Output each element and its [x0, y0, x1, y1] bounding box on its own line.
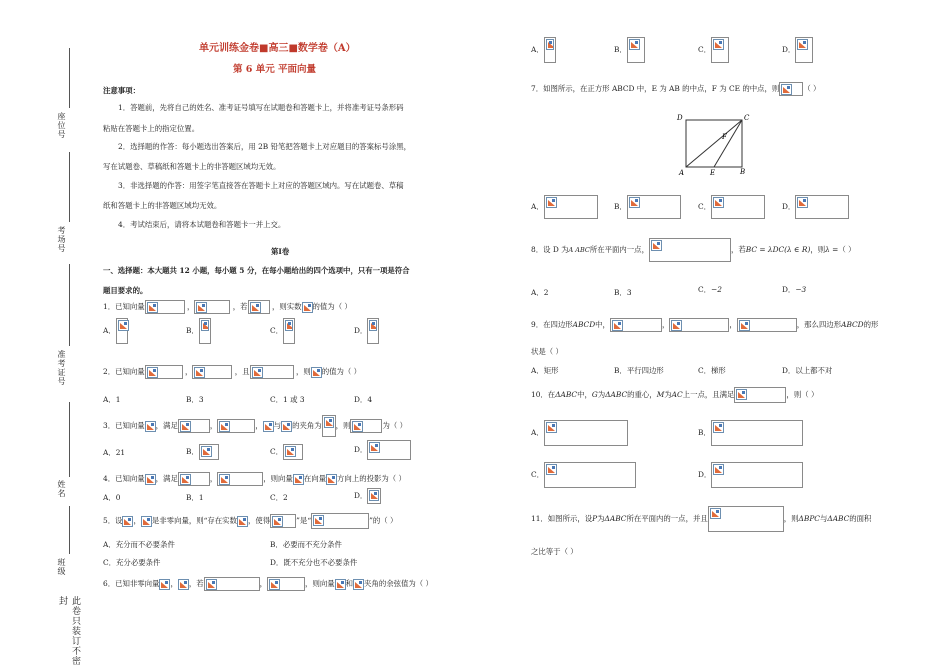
- vector-equation: BC = λDC(λ ∈ R): [745, 245, 811, 254]
- point-e-label: E: [710, 169, 716, 177]
- formula-icon: [118, 320, 129, 331]
- notice-line: 纸和答题卡上的非答题区域均无效。: [103, 201, 222, 210]
- formula-icon: [629, 39, 640, 50]
- formula-image: [627, 37, 645, 63]
- formula-icon: [369, 442, 380, 453]
- formula-image: [116, 318, 128, 344]
- formula-icon: [178, 579, 189, 590]
- formula-image: [544, 195, 598, 219]
- ticket-number-label: 准考证号: [57, 350, 66, 386]
- q10-option-b[interactable]: B．: [698, 420, 803, 446]
- formula-icon: [369, 320, 377, 331]
- point-d-label: D: [677, 114, 683, 122]
- q10-option-a[interactable]: A．: [531, 420, 628, 446]
- formula-image: [711, 462, 803, 488]
- formula-image: [178, 472, 210, 486]
- question-8: 8．设 D 为A ABC所在平面内一点， ，若BC = λDC(λ ∈ R)，则λ =（ ）: [531, 238, 856, 262]
- formula-icon: [739, 320, 750, 331]
- formula-image: [199, 444, 219, 460]
- formula-icon: [369, 490, 379, 501]
- formula-image: [217, 472, 263, 486]
- q7-option-a[interactable]: A．: [531, 195, 598, 219]
- formula-image: [192, 365, 232, 379]
- q7-option-b[interactable]: B．: [614, 195, 681, 219]
- formula-image: [711, 420, 803, 446]
- formula-icon: [141, 516, 152, 527]
- q5-option-a[interactable]: A．充分而不必要条件: [103, 540, 175, 549]
- formula-icon: [206, 579, 217, 590]
- formula-icon: [612, 320, 623, 331]
- formula-icon: [313, 515, 324, 526]
- question-2: 2．已知向量 ， ，且 ，则 的值为（ ）: [103, 365, 361, 379]
- section-title: 第Ⅰ卷: [271, 247, 290, 256]
- formula-image: [734, 387, 786, 403]
- q1-option-a[interactable]: A．: [103, 318, 128, 344]
- formula-icon: [145, 421, 156, 432]
- formula-icon: [263, 421, 274, 432]
- formula-icon: [546, 422, 557, 433]
- formula-icon: [713, 464, 724, 475]
- notice-line: 4．考试结束后，请将本试题卷和答题卡一并上交。: [118, 220, 286, 229]
- formula-icon: [196, 302, 207, 313]
- formula-image: [350, 419, 382, 433]
- q10-option-c[interactable]: C．: [531, 462, 636, 488]
- question-11-continued: 之比等于（ ）: [531, 547, 578, 556]
- notice-line: 2．选择题的作答：每小题选出答案后，用 2B 铅笔把答题卡上对应题目的答案标号涂黑，: [118, 142, 411, 151]
- formula-image: [283, 318, 295, 344]
- formula-image: [610, 318, 662, 332]
- formula-icon: [671, 320, 682, 331]
- formula-icon: [180, 421, 191, 432]
- q5-option-b[interactable]: B．必要而不充分条件: [270, 540, 342, 549]
- formula-icon: [781, 84, 792, 95]
- exam-room-label: 考场号: [57, 226, 66, 253]
- formula-icon: [352, 421, 363, 432]
- q3-option-c[interactable]: C．: [270, 444, 303, 460]
- formula-image: [145, 365, 183, 379]
- formula-icon: [651, 240, 662, 251]
- formula-image: [248, 300, 270, 314]
- formula-image: [544, 420, 628, 446]
- q3-option-a[interactable]: A．21: [103, 448, 126, 457]
- q7-option-c[interactable]: C．: [698, 195, 765, 219]
- section-instruction: 一、选择题：本大题共 12 小题，每小题 5 分，在每小题给出的四个选项中，只有一项是符合: [103, 266, 410, 275]
- formula-image: [795, 37, 813, 63]
- formula-icon: [201, 446, 212, 457]
- q8-option-c[interactable]: C．−2: [698, 285, 722, 294]
- question-3: 3．已知向量 ，满足 ， ， 与 的夹角为 ，则 为（ ）: [103, 415, 407, 437]
- q7-option-d[interactable]: D．: [782, 195, 849, 219]
- formula-image: [711, 195, 765, 219]
- q4-option-b[interactable]: B．1: [186, 493, 204, 502]
- formula-image: [178, 419, 210, 433]
- q6-option-b[interactable]: B．: [614, 37, 645, 63]
- formula-image: [250, 365, 294, 379]
- q2-option-d[interactable]: D．4: [354, 395, 373, 404]
- formula-icon: [713, 39, 724, 50]
- q9-option-d[interactable]: D．以上都不对: [782, 366, 833, 375]
- formula-icon: [353, 579, 364, 590]
- q1-option-c[interactable]: C．: [270, 318, 295, 344]
- formula-icon: [194, 367, 205, 378]
- formula-image: [367, 440, 411, 460]
- exam-title: 单元训练金卷■高三■数学卷（A）: [199, 43, 356, 54]
- name-label: 姓名: [57, 480, 66, 498]
- q5-option-c[interactable]: C．充分必要条件: [103, 558, 161, 567]
- q4-option-a[interactable]: A．0: [103, 493, 121, 502]
- seat-number-label: 座位号: [57, 112, 66, 139]
- formula-icon: [797, 197, 808, 208]
- formula-icon: [159, 579, 170, 590]
- formula-icon: [272, 516, 283, 527]
- formula-icon: [326, 474, 337, 485]
- formula-image: [649, 238, 731, 262]
- formula-icon: [302, 302, 313, 313]
- q10-option-d[interactable]: D．: [698, 462, 803, 488]
- formula-icon: [237, 516, 248, 527]
- q1-option-d[interactable]: D．: [354, 318, 379, 344]
- q2-option-b[interactable]: B．3: [186, 395, 204, 404]
- margin-line: [69, 402, 70, 477]
- formula-icon: [147, 302, 158, 313]
- formula-image: [199, 318, 211, 344]
- formula-image: [669, 318, 729, 332]
- formula-icon: [736, 389, 747, 400]
- formula-image: [795, 195, 849, 219]
- formula-icon: [629, 197, 640, 208]
- formula-icon: [546, 39, 554, 50]
- q4-option-c[interactable]: C．2: [270, 493, 288, 502]
- formula-image: [311, 513, 369, 529]
- formula-icon: [713, 422, 724, 433]
- q6-option-d[interactable]: D．: [782, 37, 813, 63]
- formula-icon: [219, 474, 230, 485]
- formula-icon: [335, 579, 346, 590]
- formula-image: [283, 444, 303, 460]
- q9-option-a[interactable]: A．矩形: [531, 366, 559, 375]
- formula-icon: [180, 474, 191, 485]
- formula-image: [779, 82, 803, 96]
- formula-image: [270, 514, 296, 528]
- formula-icon: [122, 516, 133, 527]
- q8-option-b[interactable]: B．3: [614, 288, 632, 297]
- question-1: 1．已知向量 ， ，若 ，则实数 的值为（ ）: [103, 300, 352, 314]
- question-7: 7．如图所示，在正方形 ABCD 中，E 为 AB 的中点，F 为 CE 的中点，则 （ ）: [531, 82, 820, 96]
- formula-icon: [285, 320, 293, 331]
- q1-option-b[interactable]: B．: [186, 318, 211, 344]
- question-4: 4．已知向量 ，满足 ， ，则向量 在向量 方向上的投影为（ ）: [103, 472, 406, 486]
- formula-icon: [281, 421, 292, 432]
- formula-image: [145, 300, 185, 314]
- formula-icon: [252, 367, 263, 378]
- formula-icon: [311, 367, 322, 378]
- formula-image: [367, 488, 381, 504]
- formula-image: [708, 506, 784, 532]
- margin-line: [69, 48, 70, 108]
- formula-icon: [797, 39, 808, 50]
- formula-image: [544, 37, 556, 63]
- question-11: 11．如图所示，设P为ΔABC所在平面内的一点，并且 ，则ΔBPC与ΔABC的面积: [531, 506, 871, 532]
- section-instruction: 题目要求的。: [103, 286, 148, 295]
- notice-line: 写在试题卷、草稿纸和答题卡上的非答题区域均无效。: [103, 162, 281, 171]
- formula-icon: [145, 474, 156, 485]
- notice-line: 粘贴在答题卡上的指定位置。: [103, 124, 200, 133]
- point-c-label: C: [744, 114, 750, 122]
- formula-image: [544, 462, 636, 488]
- margin-line: [69, 264, 70, 346]
- formula-icon: [324, 417, 334, 428]
- formula-image: [322, 415, 336, 437]
- margin-line: [69, 152, 70, 222]
- q4-option-d[interactable]: D．: [354, 488, 381, 504]
- margin-line: [69, 506, 70, 554]
- formula-image: [367, 318, 379, 344]
- notice-line: 1．答题前，先将自己的姓名、准考证号填写在试题卷和答题卡上，并将准考证号条形码: [118, 103, 404, 112]
- formula-image: [737, 318, 797, 332]
- formula-icon: [269, 579, 280, 590]
- question-6: 6．已知非零向量 ， ，若 ， ，则向量 和 夹角的余弦值为（ ）: [103, 577, 433, 591]
- q6-option-c[interactable]: C．: [698, 37, 729, 63]
- formula-image: [267, 577, 305, 591]
- formula-icon: [201, 320, 209, 331]
- notice-line: 3．非选择题的作答：用签字笔直接答在答题卡上对应的答题区域内。写在试题卷、草稿: [118, 181, 404, 190]
- q2-option-c[interactable]: C．1 或 3: [270, 395, 305, 404]
- formula-image: [204, 577, 260, 591]
- q9-option-b[interactable]: B．平行四边形: [614, 366, 664, 375]
- q5-option-d[interactable]: D．既不充分也不必要条件: [270, 558, 358, 567]
- square-figure: [674, 111, 754, 177]
- formula-icon: [285, 446, 296, 457]
- formula-icon: [546, 464, 557, 475]
- q6-option-a[interactable]: A．: [531, 37, 556, 63]
- q8-option-a[interactable]: A．2: [531, 288, 549, 297]
- formula-icon: [293, 474, 304, 485]
- q3-option-d[interactable]: D．: [354, 440, 411, 460]
- point-b-label: B: [740, 168, 746, 176]
- question-9: 9．在四边形ABCD中， ， ， ，那么四边形ABCD的形: [531, 318, 878, 332]
- q8-option-d[interactable]: D．−3: [782, 285, 807, 294]
- formula-icon: [147, 367, 158, 378]
- formula-image: [217, 419, 255, 433]
- q3-option-b[interactable]: B．: [186, 444, 219, 460]
- formula-icon: [250, 302, 261, 313]
- formula-icon: [710, 508, 721, 519]
- formula-image: [711, 37, 729, 63]
- formula-icon: [713, 197, 724, 208]
- question-5: 5．设 ， 是非零向量，则“存在实数 ，使得 ”是“ ”的（ ）: [103, 513, 397, 529]
- point-f-label: F: [722, 133, 727, 141]
- q2-option-a[interactable]: A．1: [103, 395, 121, 404]
- formula-image: [194, 300, 230, 314]
- formula-icon: [219, 421, 230, 432]
- notice-heading: 注意事项：: [103, 86, 140, 95]
- formula-icon: [546, 197, 557, 208]
- q9-option-c[interactable]: C．梯形: [698, 366, 726, 375]
- unit-title: 第 6 单元 平面向量: [233, 64, 317, 75]
- question-10: 10．在ΔABC中，G为ΔABC的重心，M为AC上一点，且满足 ，则（ ）: [531, 387, 818, 403]
- class-label: 班级: [57, 558, 66, 576]
- question-9-continued: 状是（ ）: [531, 347, 563, 356]
- point-a-label: A: [679, 169, 685, 177]
- formula-image: [627, 195, 681, 219]
- seal-notice: 此卷只装订不密封: [57, 596, 80, 666]
